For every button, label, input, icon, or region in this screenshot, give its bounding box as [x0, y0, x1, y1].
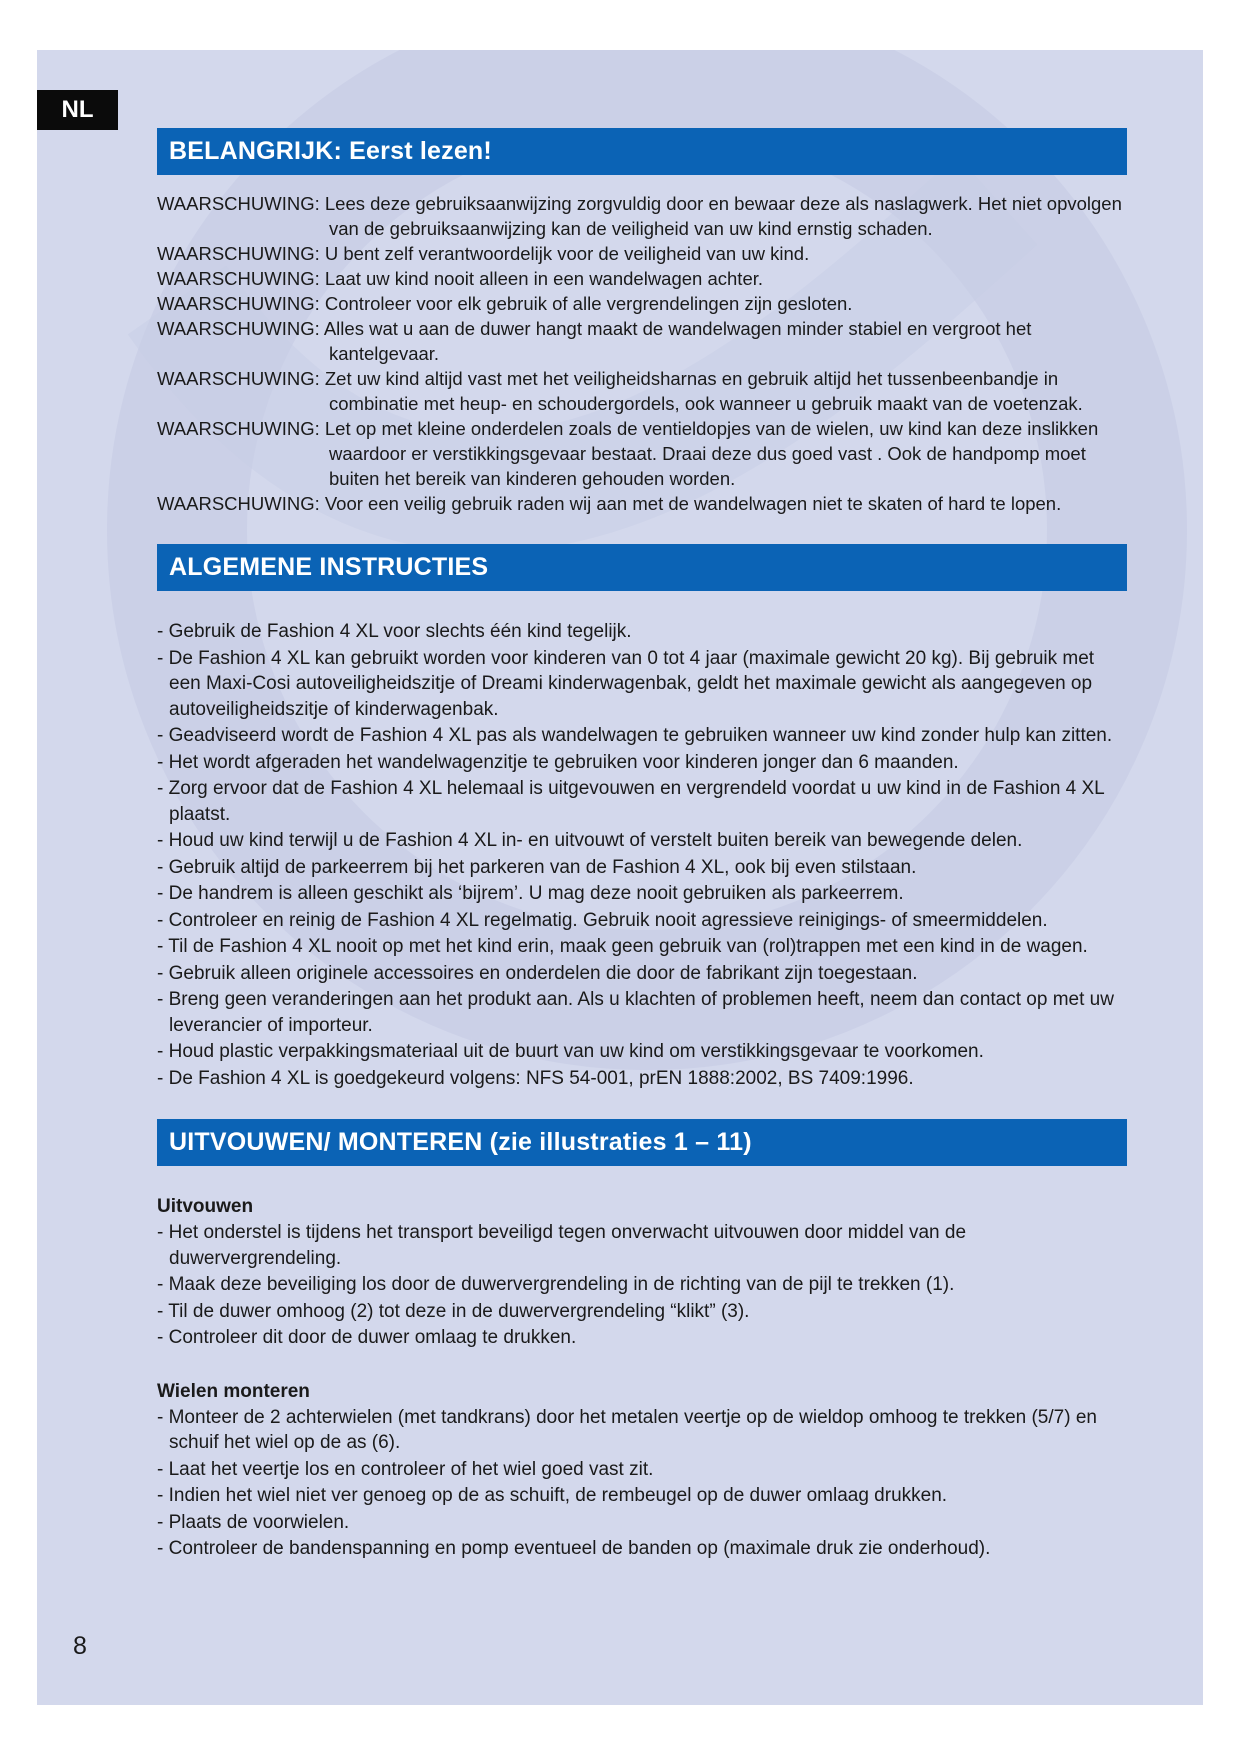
unfold-list [157, 1220, 1127, 1351]
list-item: - Controleer dit door de duwer omlaag te drukken. [157, 1327, 577, 1348]
list-item: - Controleer de bandenspanning en pomp eventueel de banden op (maximale druk zie onderhoud). [157, 1538, 991, 1559]
list-item: - Controleer en reinig de Fashion 4 XL regelmatig. Gebruik nooit agressieve reinigings- of smeermiddelen. [157, 909, 1048, 931]
list-item: - Het onderstel is tijdens het transport beveiligd tegen onverwacht uitvouwen door middel van de duwervergrendeling. [157, 1222, 967, 1269]
list-item: - De Fashion 4 XL kan gebruikt worden voor kinderen van 0 tot 4 jaar (maximale gewicht 20 kg). Bij gebruik met een Maxi-Cosi autoveiligheidszitje of Dreami kinderwagenbak, geldt het maximale gewicht als aangegeven op autoveiligheidszitje of kinderwagenbak. [157, 647, 1095, 720]
list-item: - Het wordt afgeraden het wandelwagenzitje te gebruiken voor kinderen jonger dan 6 maanden. [157, 751, 959, 773]
list-item: - Laat het veertje los en controleer of het wiel goed vast zit. [157, 1458, 654, 1480]
content-area [157, 128, 1127, 1563]
list-item: - Gebruik altijd de parkeerrem bij het parkeren van de Fashion 4 XL, ook bij even stilstaan. [157, 856, 917, 878]
warning-item: WAARSCHUWING: Voor een veilig gebruik raden wij aan met de wandelwagen niet te skaten of hard te lopen. [157, 493, 1062, 514]
list-item: - Gebruik alleen originele accessoires en onderdelen die door de fabrikant zijn toegestaan. [157, 962, 918, 984]
list-item: - Geadviseerd wordt de Fashion 4 XL pas als wandelwagen te gebruiken wanneer uw kind zonder hulp kan zitten. [157, 725, 1113, 746]
list-item: - Maak deze beveiliging los door de duwervergrendeling in de richting van de pijl te trekken (1). [157, 1274, 955, 1295]
list-item: - Monteer de 2 achterwielen (met tandkrans) door het metalen veertje op de wieldop omhoog te trekken (5/7) en schuif het wiel op de as (6). [157, 1406, 1097, 1453]
wheels-list [157, 1405, 1127, 1562]
warning-item: WAARSCHUWING: Laat uw kind nooit alleen in een wandelwagen achter. [157, 268, 764, 289]
section-header-important: BELANGRIJK: Eerst lezen! [157, 128, 1127, 175]
page-number: 8 [73, 1632, 87, 1660]
list-item: - Indien het wiel niet ver genoeg op de as schuift, de rembeugel op de duwer omlaag drukken. [157, 1485, 948, 1506]
list-item: - Zorg ervoor dat de Fashion 4 XL helemaal is uitgevouwen en vergrendeld voordat u uw kind in de Fashion 4 XL plaatst. [157, 778, 1105, 825]
section-header-unfold-assemble: UITVOUWEN/ MONTEREN (zie illustraties 1 – 11) [157, 1119, 1127, 1166]
warning-item: WAARSCHUWING: Let op met kleine onderdelen zoals de ventieldopjes van de wielen, uw kind kan deze inslikken waardoor er verstikkingsgevaar bestaat. Draai deze dus goed vast . Ook de handpomp moet buiten het bereik van kinderen gehouden worden. [157, 418, 1099, 489]
list-item: - Plaats de voorwielen. [157, 1511, 350, 1533]
warnings-list [157, 191, 1127, 516]
warning-item: WAARSCHUWING: Controleer voor elk gebruik of alle vergrendelingen zijn gesloten. [157, 293, 853, 314]
warning-item: WAARSCHUWING: Lees deze gebruiksaanwijzing zorgvuldig door en bewaar deze als naslagwerk. Het niet opvolgen van de gebruiksaanwijzing kan de veiligheid van uw kind ernstig schaden. [157, 193, 1122, 239]
subheading-unfold: Uitvouwen [157, 1196, 254, 1217]
list-item: - Breng geen veranderingen aan het produkt aan. Als u klachten of problemen heeft, neem dan contact op met uw leverancier of importeur. [157, 989, 1114, 1036]
list-item: - De handrem is alleen geschikt als ‘bijrem’. U mag deze nooit gebruiken als parkeerrem. [157, 883, 904, 904]
list-item: - Til de Fashion 4 XL nooit op met het kind erin, maak geen gebruik van (rol)trappen met een kind in de wagen. [157, 936, 1088, 957]
warning-item: WAARSCHUWING: Zet uw kind altijd vast met het veiligheidsharnas en gebruik altijd het tussenbeenbandje in combinatie met heup- en schoudergordels, ook wanneer u gebruik maakt van de voetenzak. [157, 368, 1083, 414]
section-header-general-instructions: ALGEMENE INSTRUCTIES [157, 544, 1127, 591]
subheading-wheels: Wielen monteren [157, 1380, 310, 1402]
language-tab: NL [37, 90, 118, 130]
warning-item: WAARSCHUWING: Alles wat u aan de duwer hangt maakt de wandelwagen minder stabiel en vergroot het kantelgevaar. [157, 318, 1032, 364]
list-item: - Houd uw kind terwijl u de Fashion 4 XL in- en uitvouwt of verstelt buiten bereik van bewegende delen. [157, 830, 1023, 851]
list-item: - De Fashion 4 XL is goedgekeurd volgens: NFS 54-001, prEN 1888:2002, BS 7409:1996. [157, 1067, 914, 1089]
warning-item: WAARSCHUWING: U bent zelf verantwoordelijk voor de veiligheid van uw kind. [157, 243, 810, 264]
general-instructions-list [157, 619, 1127, 1091]
list-item: - Gebruik de Fashion 4 XL voor slechts één kind tegelijk. [157, 621, 632, 642]
list-item: - Houd plastic verpakkingsmateriaal uit de buurt van uw kind om verstikkingsgevaar te voorkomen. [157, 1041, 984, 1062]
list-item: - Til de duwer omhoog (2) tot deze in de duwervergrendeling “klikt” (3). [157, 1300, 750, 1322]
